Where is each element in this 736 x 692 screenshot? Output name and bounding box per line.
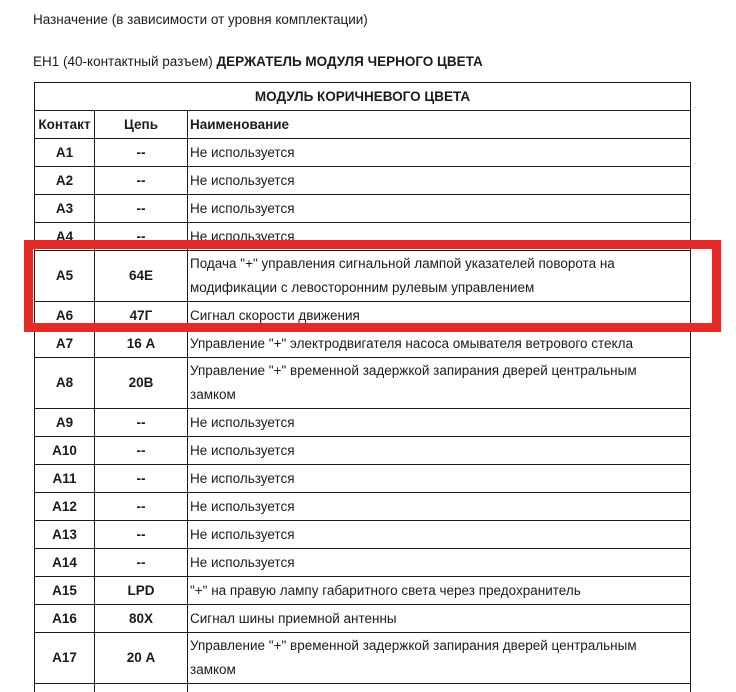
table-row bbox=[35, 195, 691, 223]
circuit-cell: -- bbox=[95, 195, 188, 223]
contact-cell: A6 bbox=[35, 302, 95, 330]
circuit-cell: -- bbox=[95, 167, 188, 195]
circuit-cell: -- bbox=[95, 549, 188, 577]
contact-cell: A1 bbox=[35, 139, 95, 167]
circuit-cell bbox=[95, 684, 188, 692]
circuit-cell: -- bbox=[95, 409, 188, 437]
contact-cell: A9 bbox=[35, 409, 95, 437]
table-row bbox=[35, 437, 691, 465]
contact-cell: A12 bbox=[35, 493, 95, 521]
circuit-cell: LPD bbox=[95, 577, 188, 605]
name-cell: Подача "+" управления сигнальной лампой указателей поворота на модификации с левосторонним рулевым управлением bbox=[188, 251, 691, 302]
table-row bbox=[35, 605, 691, 633]
contact-cell: A17 bbox=[35, 633, 95, 684]
name-cell: Не используется bbox=[188, 465, 691, 493]
contact-cell: A13 bbox=[35, 521, 95, 549]
name-cell: Сигнал шины приемной антенны bbox=[188, 605, 691, 633]
circuit-cell: 80X bbox=[95, 605, 188, 633]
name-cell: "+" на правую лампу габаритного света через предохранитель bbox=[188, 577, 691, 605]
contact-cell: A8 bbox=[35, 358, 95, 409]
table-row bbox=[35, 493, 691, 521]
circuit-cell: -- bbox=[95, 139, 188, 167]
contact-cell: A15 bbox=[35, 577, 95, 605]
contact-cell: A11 bbox=[35, 465, 95, 493]
circuit-cell: 16 А bbox=[95, 330, 188, 358]
name-cell: Не используется bbox=[188, 167, 691, 195]
table-row-cutoff bbox=[35, 684, 691, 692]
name-cell bbox=[188, 684, 691, 692]
purpose-heading: Назначение (в зависимости от уровня комплектации) bbox=[33, 12, 368, 27]
connector-heading-bold: ДЕРЖАТЕЛЬ МОДУЛЯ ЧЕРНОГО ЦВЕТА bbox=[216, 54, 483, 69]
circuit-cell: 20 А bbox=[95, 633, 188, 684]
name-cell: Не используется bbox=[188, 437, 691, 465]
contact-cell: A14 bbox=[35, 549, 95, 577]
contact-cell: A16 bbox=[35, 605, 95, 633]
contact-cell: A5 bbox=[35, 251, 95, 302]
table-row bbox=[35, 302, 691, 330]
column-header-name: Наименование bbox=[188, 111, 691, 139]
name-cell: Не используется bbox=[188, 493, 691, 521]
table-row bbox=[35, 223, 691, 251]
contact-cell: A3 bbox=[35, 195, 95, 223]
circuit-cell: -- bbox=[95, 493, 188, 521]
contact-cell: A2 bbox=[35, 167, 95, 195]
table-row-highlighted bbox=[35, 251, 691, 302]
name-cell: Не используется bbox=[188, 549, 691, 577]
name-cell: Не используется bbox=[188, 195, 691, 223]
table-row bbox=[35, 465, 691, 493]
table-row bbox=[35, 139, 691, 167]
name-cell: Не используется bbox=[188, 139, 691, 167]
contact-cell: A4 bbox=[35, 223, 95, 251]
circuit-cell: -- bbox=[95, 223, 188, 251]
table-row bbox=[35, 330, 691, 358]
circuit-cell: 64E bbox=[95, 251, 188, 302]
column-header-circuit: Цепь bbox=[95, 111, 188, 139]
table-row bbox=[35, 549, 691, 577]
name-cell: Не используется bbox=[188, 521, 691, 549]
table-title: МОДУЛЬ КОРИЧНЕВОГО ЦВЕТА bbox=[35, 83, 691, 111]
table-row bbox=[35, 577, 691, 605]
name-cell: Управление "+" электродвигателя насоса омывателя ветрового стекла bbox=[188, 330, 691, 358]
name-cell: Управление "+" временной задержкой запирания дверей центральным замком bbox=[188, 633, 691, 684]
pinout-table bbox=[34, 82, 691, 692]
table-row bbox=[35, 358, 691, 409]
contact-cell bbox=[35, 684, 95, 692]
table-row bbox=[35, 409, 691, 437]
circuit-cell: -- bbox=[95, 521, 188, 549]
table-row bbox=[35, 633, 691, 684]
contact-cell: A7 bbox=[35, 330, 95, 358]
circuit-cell: -- bbox=[95, 437, 188, 465]
table-row bbox=[35, 521, 691, 549]
contact-cell: A10 bbox=[35, 437, 95, 465]
name-cell: Не используется bbox=[188, 223, 691, 251]
connector-heading-prefix: ЕН1 (40-контактный разъем) bbox=[33, 54, 217, 69]
circuit-cell: 47Г bbox=[95, 302, 188, 330]
connector-heading bbox=[33, 54, 483, 69]
name-cell: Сигнал скорости движения bbox=[188, 302, 691, 330]
circuit-cell: -- bbox=[95, 465, 188, 493]
table-row bbox=[35, 167, 691, 195]
table-header-row bbox=[35, 111, 691, 139]
name-cell: Не используется bbox=[188, 409, 691, 437]
table-title-row bbox=[35, 83, 691, 111]
column-header-contact: Контакт bbox=[35, 111, 95, 139]
name-cell: Управление "+" временной задержкой запирания дверей центральным замком bbox=[188, 358, 691, 409]
circuit-cell: 20В bbox=[95, 358, 188, 409]
